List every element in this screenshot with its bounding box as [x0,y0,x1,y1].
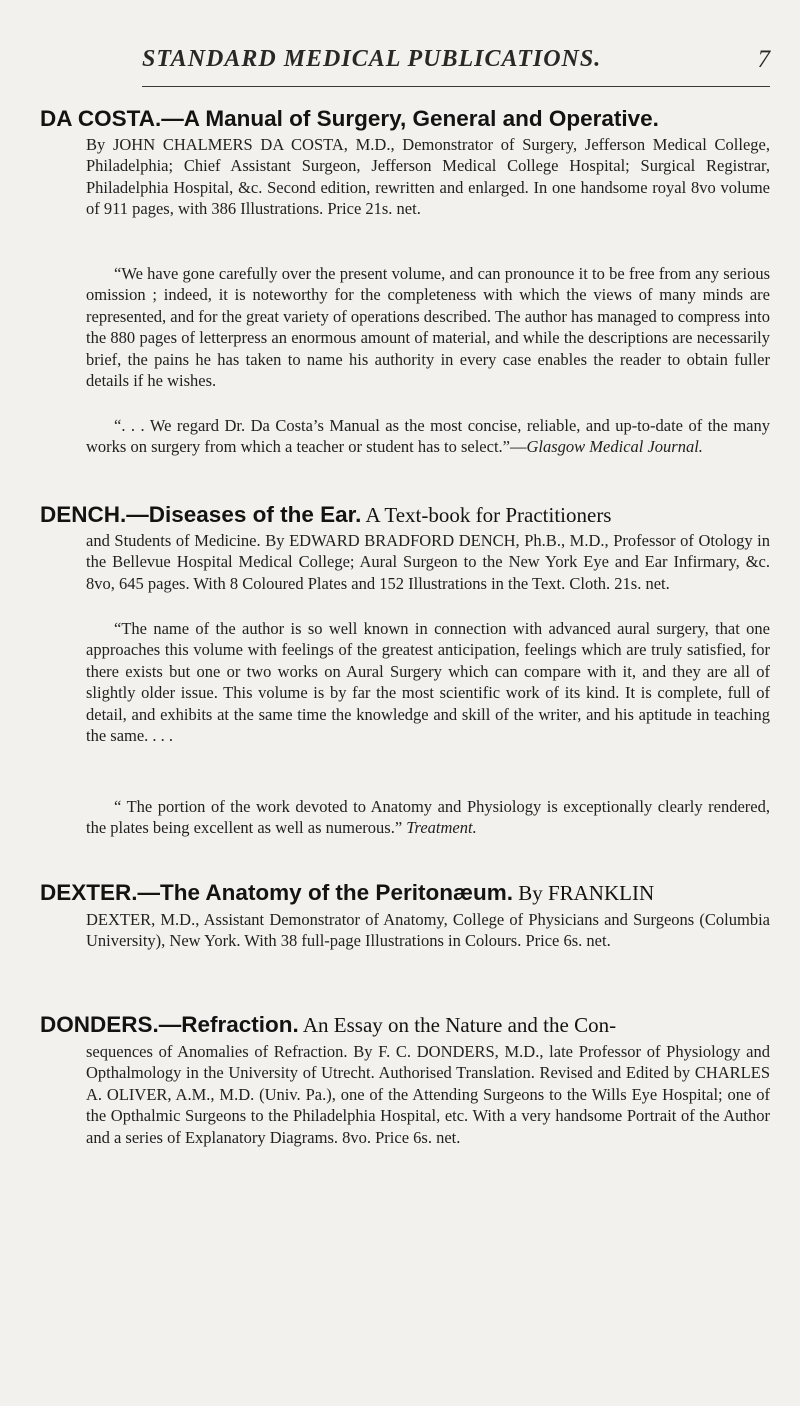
entry-title: —Refraction. [158,1012,299,1037]
page-number: 7 [757,46,770,73]
quote-text: “The name of the author is so well known in connection with advanced aural surgery, that one approaches this volume with feelings of the greatest anticipation, feelings which are truly satisfied, for there exists but one or two works on Aural Surgery which can compare with it, and they are all of slightly older issue. This volume is by far the most scientific work of its kind. It is complete, full of detail, and exhibits at the same time the knowledge and skill of the writer, and his aptitude in teaching the same. . . . [86,619,770,746]
review-quote [86,796,770,839]
entry-title: —The Anatomy of the Peritonæum. [137,880,513,905]
quote-text: “. . . We regard Dr. Da Costa’s Manual as the most concise, reliable, and up-to-date of the many works on surgery from which a teacher or student has to select.”— [86,416,770,457]
quote-text: “ The portion of the work devoted to Anatomy and Physiology is exceptionally clearly rendered, the plates being excellent as well as numerous.” [86,797,770,838]
review-quote [86,415,770,458]
quote-source: Treatment. [406,818,477,838]
quote-source: Glasgow Medical Journal. [526,437,703,457]
entry-author: DEXTER. [40,880,138,905]
entry-description: sequences of Anomalies of Refraction. By F. C. DONDERS, M.D., late Professor of Physiology and Opthalmology in the University of Utrecht. Authorised Translation. Revised and Edited by CHARLES A. OLIVER, A.M., M.D. (Univ. Pa.), one of the Attending Surgeons to the Wills Eye Hospital; one of the Opthalmic Surgeons to the Philadelphia Hospital, etc. With a very handsome Portrait of the Author and a series of Explanatory Diagrams. 8vo. Price 6s. net. [86,1042,770,1147]
entry-description: DEXTER, M.D., Assistant Demonstrator of Anatomy, College of Physicians and Surgeons (Columbia University), New York. With 38 full-page Illustrations in Colours. Price 6s. net. [86,910,770,951]
review-quote [86,263,770,391]
header-rule [142,86,770,87]
entry-title: —Diseases of the Ear. [126,502,362,527]
entry-heading-continuation: A Text-book for Practitioners [361,503,612,527]
entry-description: By JOHN CHALMERS DA COSTA, M.D., Demonstrator of Surgery, Jefferson Medical College, Philadelphia; Chief Assistant Surgeon, Jefferson Medical College Hospital; Surgical Registrar, Philadelphia Hospital, &c. Second edition, rewritten and enlarged. In one handsome royal 8vo volume of 911 pages, with 386 Illustrations. Price 21s. net. [86,135,770,219]
entry-heading-continuation: By FRANKLIN [512,881,655,905]
entry-author: DONDERS. [40,1012,159,1037]
entry-author: DENCH. [40,502,127,527]
entry-heading [40,1012,616,1038]
entry-title: —A Manual of Surgery, General and Operative. [161,106,659,131]
running-head-title: STANDARD MEDICAL PUBLICATIONS. [142,46,602,72]
entry-heading [40,502,611,528]
running-head [142,46,770,80]
review-quote [86,618,770,746]
entry-description: and Students of Medicine. By EDWARD BRADFORD DENCH, Ph.B., M.D., Professor of Otology in the Bellevue Hospital Medical College; Aural Surgeon to the New York Eye and Ear Infirmary, &c. 8vo, 645 pages. With 8 Coloured Plates and 152 Illustrations in the Text. Cloth. 21s. net. [86,531,770,593]
entry-heading-continuation: An Essay on the Nature and the Con- [298,1013,617,1037]
entry-heading [40,880,654,906]
entry-author: DA COSTA. [40,106,162,131]
entry-heading [40,106,659,132]
quote-text: “We have gone carefully over the present volume, and can pronounce it to be free from any serious omission ; indeed, it is noteworthy for the completeness with which the views of many minds are represented, and for the great variety of operations described. The author has managed to compress into the 880 pages of letterpress an enormous amount of material, and while the descriptions are necessarily brief, the pains he has taken to name his authority in every case enables the reader to obtain fuller details if he wishes. [86,264,770,391]
